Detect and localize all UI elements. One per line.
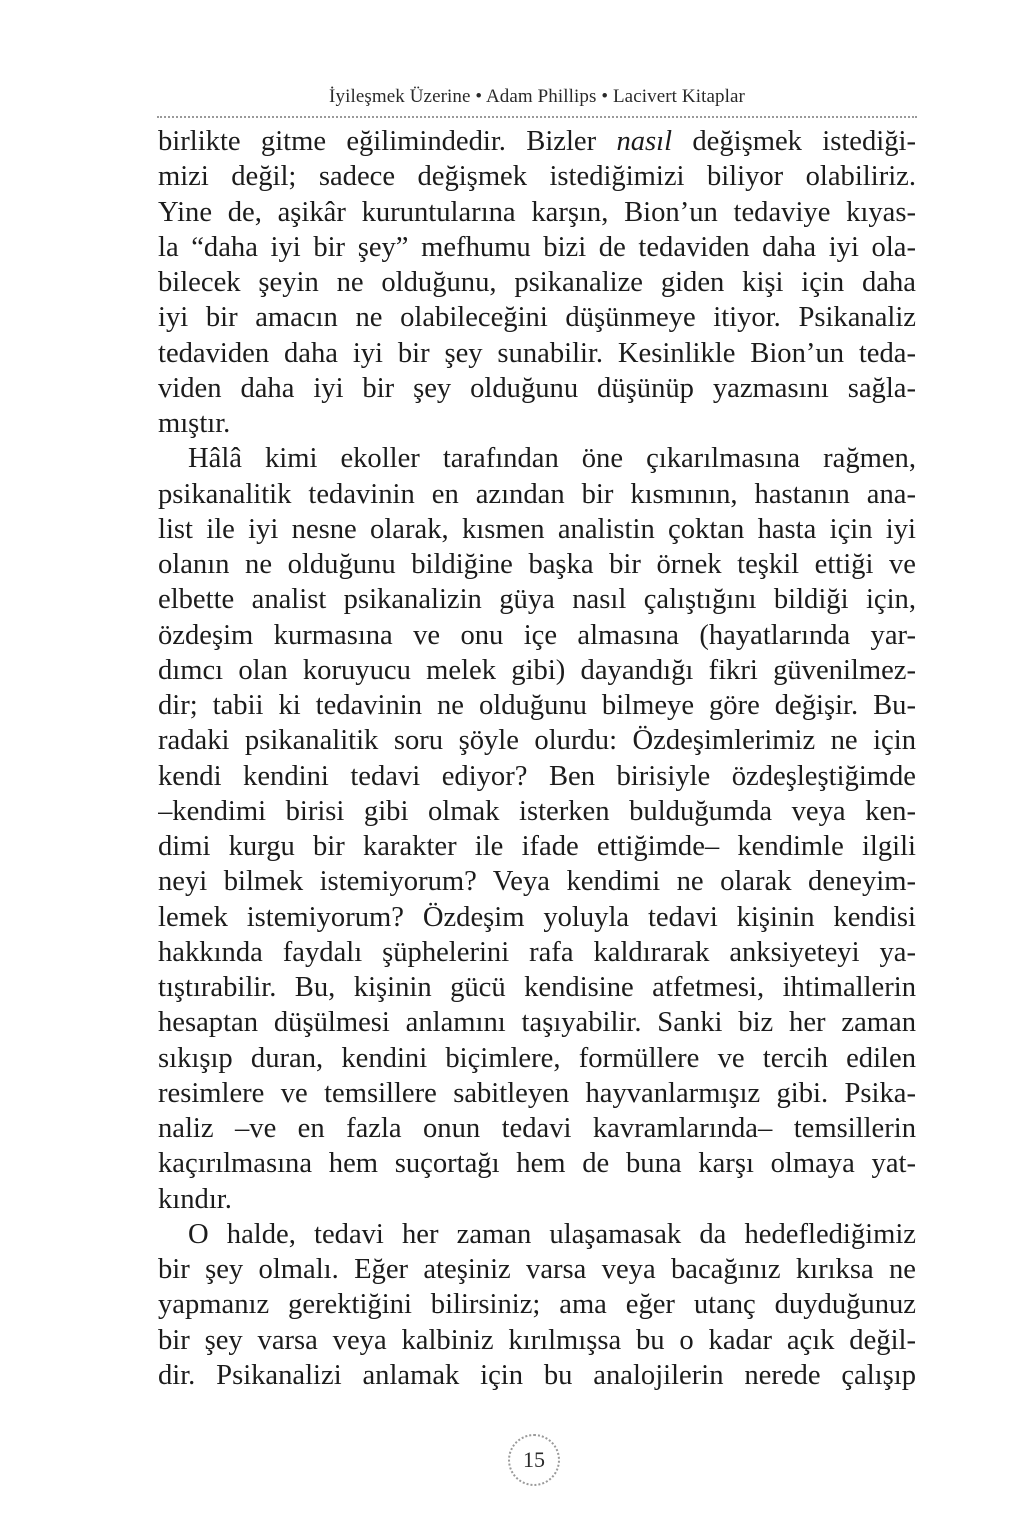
- text-line: viden daha iyi bir şey olduğunu düşünüp yazmasını sağla-: [158, 372, 916, 404]
- text-line: neyi bilmek istemiyorum? Veya kendimi ne olarak deneyim-: [158, 866, 916, 898]
- text-line: iyi bir amacın ne olabileceğini düşünmeye itiyor. Psikanaliz: [158, 302, 916, 334]
- text-line: psikanalitik tedavinin en azından bir kısmının, hastanın ana-: [158, 478, 916, 510]
- text-line: list ile iyi nesne olarak, kısmen analistin çoktan hasta için iyi: [158, 513, 916, 545]
- text-line: bir şey olmalı. Eğer ateşiniz varsa veya bacağınız kırıksa ne: [158, 1254, 916, 1285]
- text-line: birlikte gitme eğilimindedir. Bizler nasıl değişmek istediği-: [158, 126, 916, 157]
- text-line: hakkında faydalı şüphelerini rafa kaldırarak anksiyeteyi ya-: [158, 936, 916, 968]
- text-line: kaçırılmasına hem suçortağı hem de buna karşı olmaya yat-: [158, 1148, 916, 1180]
- paragraph-start-line: O halde, tedavi her zaman ulaşamasak da hedeflediğimiz: [188, 1218, 916, 1250]
- text-line: mıştır.: [158, 408, 231, 439]
- emphasized-word: nasıl: [616, 126, 673, 157]
- text-line: hesaptan düşülmesi anlamını taşıyabilir. Sanki biz her zaman: [158, 1007, 916, 1039]
- body-text: [158, 124, 916, 1393]
- page-number-badge: [508, 1434, 560, 1486]
- running-header: İyileşmek Üzerine • Adam Phillips • Lacivert Kitaplar: [329, 86, 745, 107]
- text-line: naliz –ve en fazla onun tedavi kavramlarında– temsillerin: [158, 1113, 916, 1144]
- text-line: kendi kendini tedavi ediyor? Ben birisiyle özdeşleştiğimde: [158, 760, 916, 792]
- text-line: la “daha iyi bir şey” mefhumu bizi de tedaviden daha iyi ola-: [158, 231, 916, 263]
- text-line: dir; tabii ki tedavinin ne olduğunu bilmeye göre değişir. Bu-: [158, 690, 916, 721]
- text-line: mizi değil; sadece değişmek istediğimizi biliyor olabiliriz.: [158, 161, 916, 193]
- text-line: –kendimi birisi gibi olmak isterken bulduğumda veya ken-: [158, 795, 916, 827]
- page-number: 15: [523, 1447, 545, 1472]
- text-line: Yine de, aşikâr kuruntularına karşın, Bion’un tedaviye kıyas-: [158, 196, 916, 228]
- text-line: tıştırabilir. Bu, kişinin gücü kendisine atfetmesi, ihtimallerin: [158, 972, 916, 1003]
- text-line: tedaviden daha iyi bir şey sunabilir. Kesinlikle Bion’un teda-: [158, 337, 916, 369]
- text-line: dımcı olan koruyucu melek gibi) dayandığı fikri güvenilmez-: [158, 654, 916, 686]
- text-line: kındır.: [158, 1183, 232, 1215]
- text-line: özdeşim kurmasına ve onu içe almasına (hayatlarında yar-: [158, 619, 916, 651]
- text-line: dir. Psikanalizi anlamak için bu analojilerin nerede çalışıp: [158, 1359, 916, 1391]
- text-line: bilecek şeyin ne olduğunu, psikanalize giden kişi için daha: [158, 267, 916, 298]
- text-line: bir şey varsa veya kalbiniz kırılmışsa bu o kadar açık değil-: [158, 1324, 916, 1356]
- text-line: radaki psikanalitik soru şöyle olurdu: Özdeşimlerimiz ne için: [158, 725, 916, 757]
- text-line: resimlere ve temsillere sabitleyen hayvanlarmışız gibi. Psika-: [158, 1077, 916, 1109]
- text-line: lemek istemiyorum? Özdeşim yoluyla tedavi kişinin kendisi: [158, 901, 916, 933]
- text-line: dimi kurgu bir karakter ile ifade ettiğimde– kendimle ilgili: [158, 831, 916, 862]
- header-divider: [157, 116, 917, 118]
- text-line: sıkışıp duran, kendini biçimlere, formüllere ve tercih edilen: [158, 1042, 916, 1074]
- text-line: yapmanız gerektiğini bilirsiniz; ama eğer utanç duyduğunuz: [158, 1289, 916, 1321]
- paragraph-start-line: Hâlâ kimi ekoller tarafından öne çıkarılmasına rağmen,: [188, 443, 916, 475]
- text-line: elbette analist psikanalizin güya nasıl çalıştığını bildiği için,: [158, 584, 916, 616]
- text-line: olanın ne olduğunu bildiğine başka bir örnek teşkil ettiği ve: [158, 549, 916, 580]
